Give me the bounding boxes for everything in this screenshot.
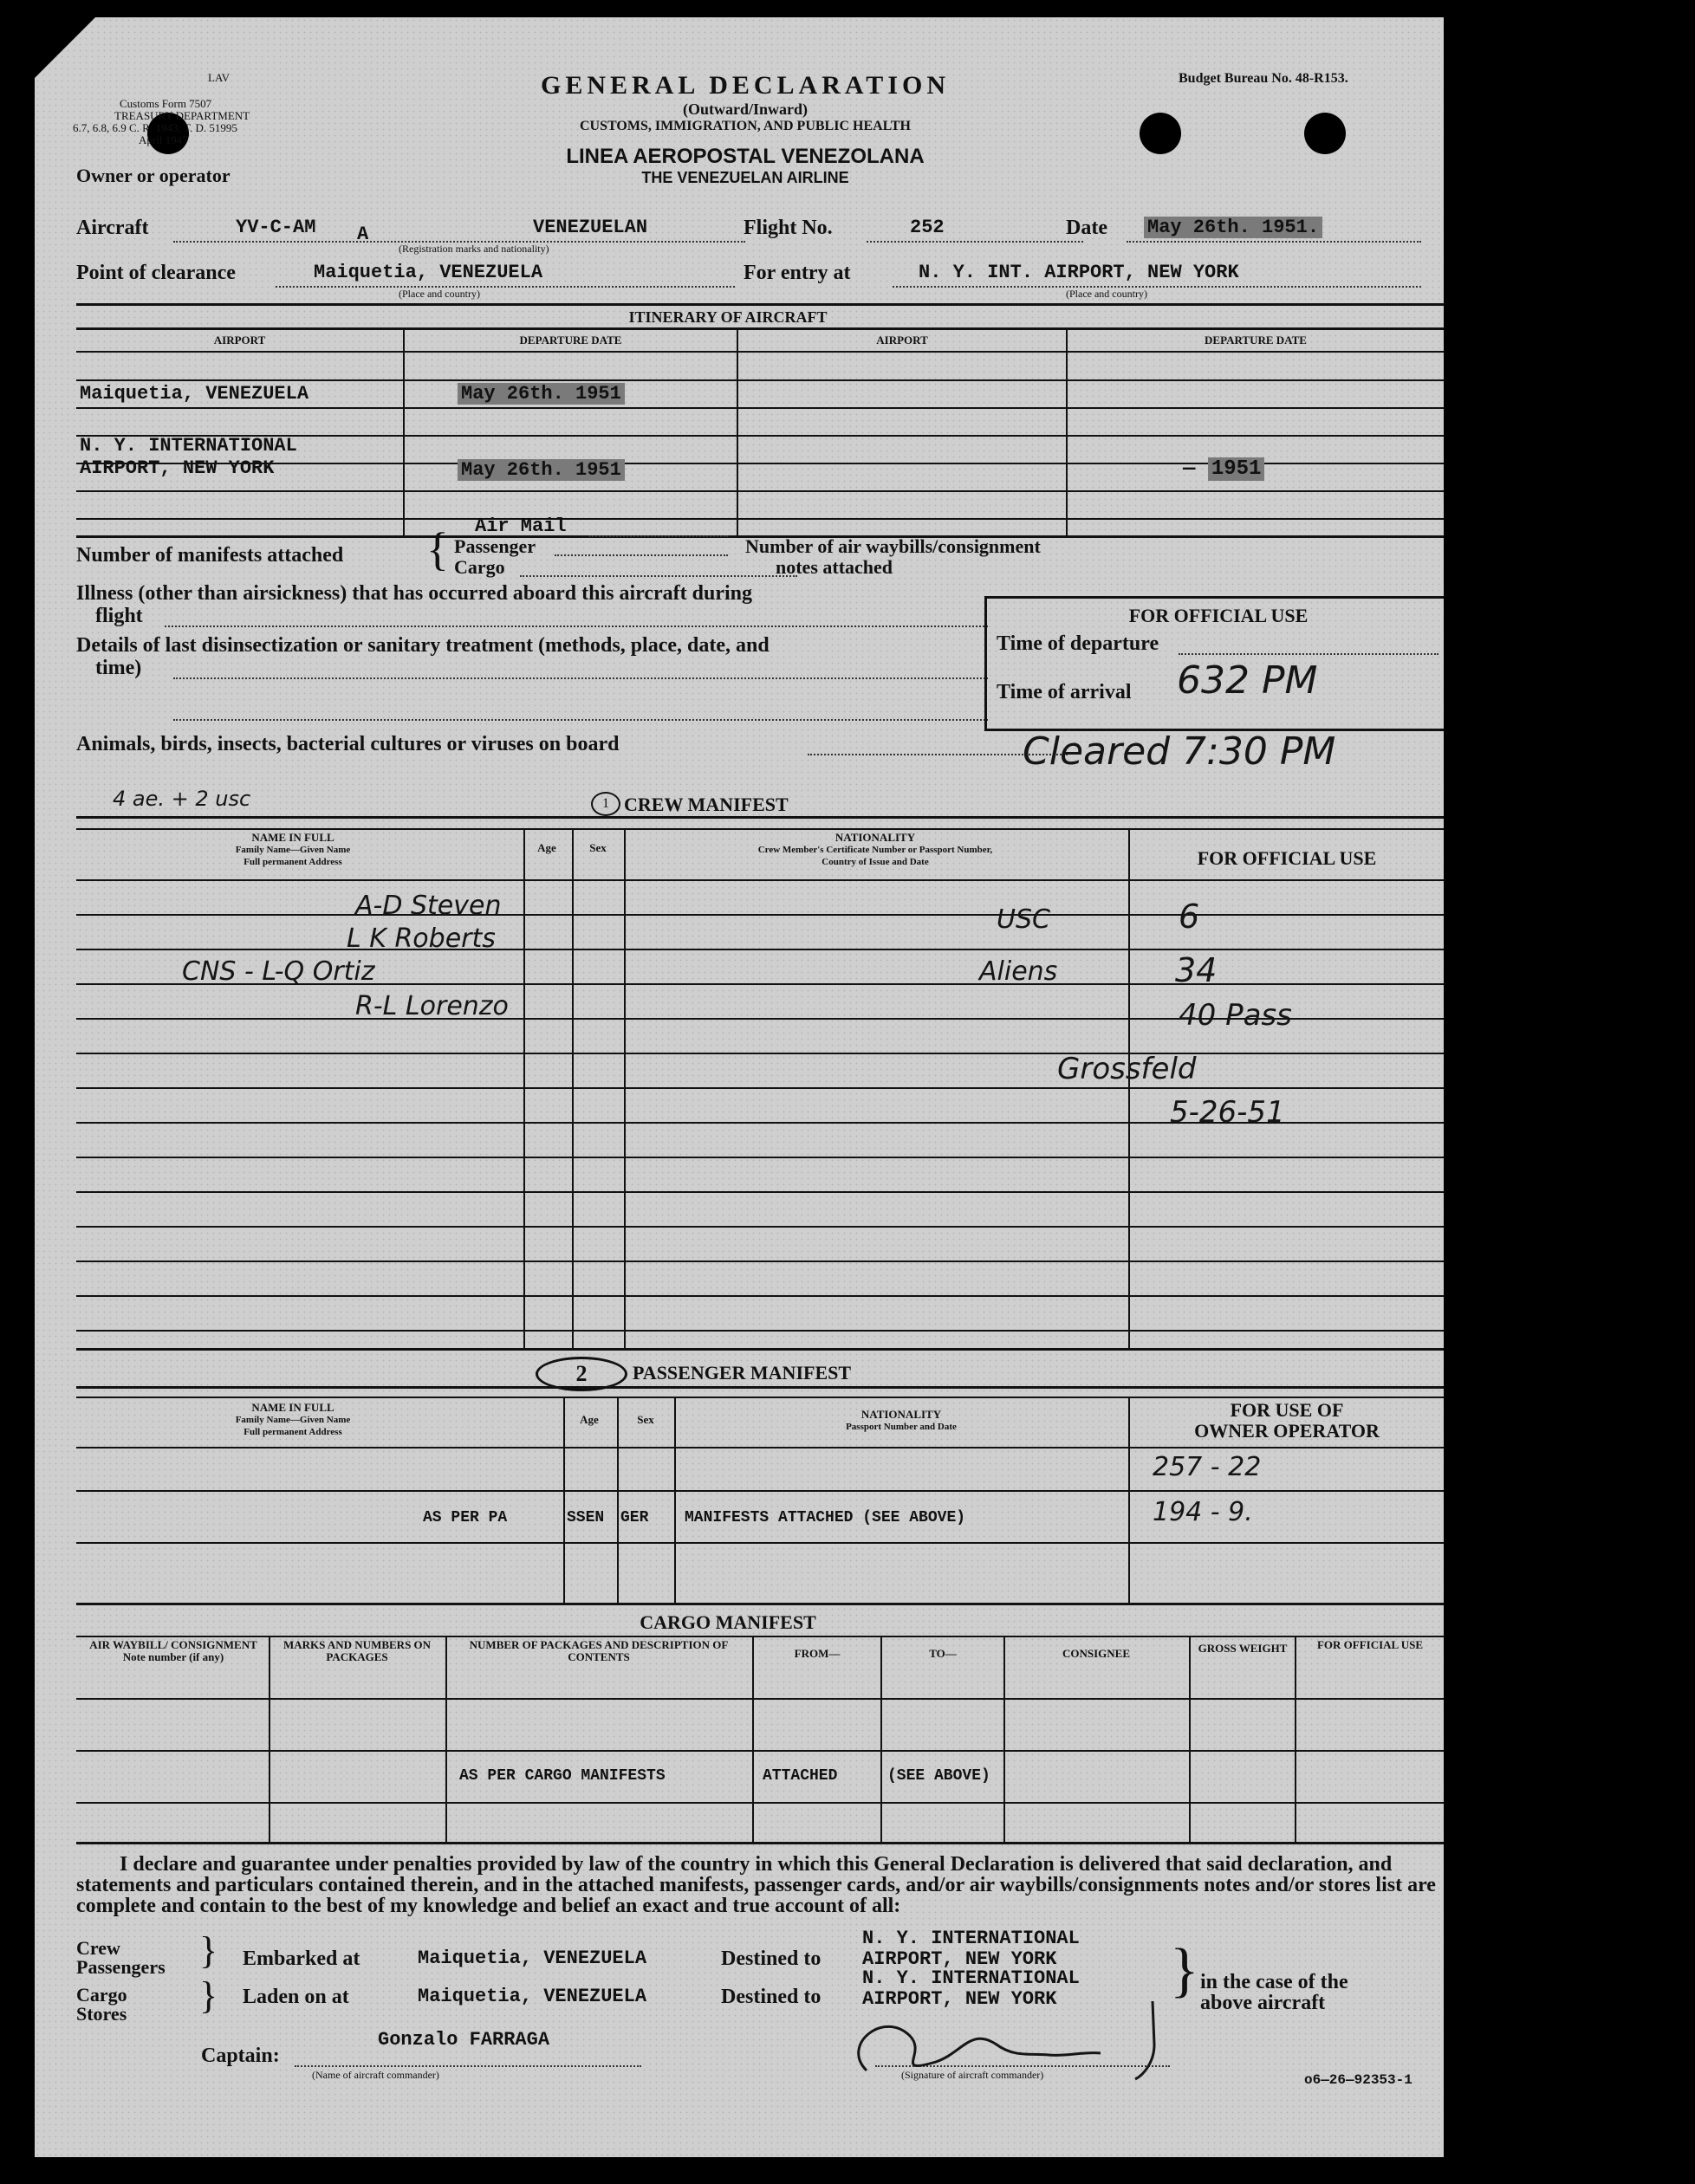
cargo-col-weight: GROSS WEIGHT	[1198, 1642, 1288, 1655]
crew-count-hand: 4 ae. + 2 usc	[113, 787, 251, 811]
cargo-col-packages: NUMBER OF PACKAGES AND DESCRIPTION OF CONTENTS	[469, 1638, 729, 1663]
brace: {	[426, 523, 449, 575]
folded-corner	[35, 17, 95, 78]
crew-hand-official-4: Grossfeld	[1057, 1052, 1197, 1086]
laden-value: Maiquetia, VENEZUELA	[418, 1986, 647, 2007]
passenger-hand-owner-2: 194 - 9.	[1153, 1497, 1253, 1527]
cleared-time-hand: Cleared 7:30 PM	[1023, 729, 1336, 774]
itinerary-hand-date: — 1951	[1183, 457, 1264, 481]
passenger-hand-owner-1: 257 - 22	[1153, 1452, 1262, 1482]
destined-label: Destined to	[721, 1947, 822, 1970]
entry-value: N. Y. INT. AIRPORT, NEW YORK	[919, 262, 1239, 283]
crew-col-nationality: NATIONALITY Crew Member's Certificate Number or Passport Number, Country of Issue and Date	[757, 831, 993, 867]
entry-label: For entry at	[744, 262, 851, 284]
captain-caption: (Name of aircraft commander)	[312, 2069, 439, 2081]
cargo-col-from: FROM—	[794, 1647, 841, 1660]
cargo-see-above: (SEE ABOVE)	[887, 1767, 990, 1785]
registration-caption: (Registration marks and nationality)	[399, 243, 549, 255]
place-caption-2: (Place and country)	[1066, 288, 1147, 300]
passenger-ger: GER	[620, 1509, 649, 1526]
crew-hand-official-5: 5-26-51	[1170, 1095, 1285, 1130]
laden-label: Laden on at	[243, 1986, 349, 2008]
clearance-value: Maiquetia, VENEZUELA	[314, 262, 543, 283]
col-airport: AIRPORT	[213, 334, 266, 347]
punch-hole	[1304, 113, 1346, 154]
regulation-ref: 6.7, 6.8, 6.9 C. R. 1943; T. D. 51995	[73, 121, 237, 134]
cargo-col-to: TO—	[929, 1647, 957, 1660]
crew-hand-nat-1: USC	[997, 904, 1050, 935]
passenger-col-age: Age	[580, 1413, 599, 1426]
lav-code: LAV	[208, 71, 231, 84]
destined-label-2: Destined to	[721, 1986, 822, 2008]
cargo-as-per: AS PER CARGO MANIFESTS	[459, 1767, 666, 1785]
cargo-col-official: FOR OFFICIAL USE	[1316, 1638, 1424, 1651]
itinerary-airport-1: Maiquetia, VENEZUELA	[80, 383, 309, 405]
punch-hole	[1140, 113, 1181, 154]
budget-bureau: Budget Bureau No. 48-R153.	[1179, 71, 1348, 86]
itinerary-airport-2b: AIRPORT, NEW YORK	[80, 457, 275, 479]
form-title: GENERAL DECLARATION	[540, 71, 950, 100]
signature-caption: (Signature of aircraft commander)	[901, 2069, 1044, 2081]
case-label: in the case of the above aircraft	[1200, 1971, 1348, 2014]
flight-no-value: 252	[910, 217, 945, 238]
destined-value: N. Y. INTERNATIONAL AIRPORT, NEW YORK	[862, 1928, 1080, 1970]
official-title: FOR OFFICIAL USE	[1128, 605, 1309, 626]
brace: }	[199, 1974, 218, 2017]
passenger-col-name: NAME IN FULL Family Name—Given Name Full permanent Address	[235, 1401, 351, 1437]
illness-label: Illness (other than airsickness) that has occurred aboard this aircraft during	[76, 582, 753, 605]
disinsect-label-2: time)	[95, 657, 142, 679]
airline-name-es: LINEA AEROPOSTAL VENEZOLANA	[566, 145, 925, 168]
notes-label: notes attached	[776, 556, 893, 578]
arrival-time-hand: 632 PM	[1177, 658, 1318, 703]
itinerary-airport-2: N. Y. INTERNATIONAL	[80, 435, 297, 457]
itinerary-title: ITINERARY OF AIRCRAFT	[628, 308, 828, 326]
itinerary-date-1: May 26th. 1951	[458, 383, 625, 405]
col-departure-date-2: DEPARTURE DATE	[1205, 334, 1307, 347]
aircraft-value: YV-C-AM	[236, 217, 316, 238]
owner-label: Owner or operator	[76, 165, 231, 186]
crew-hand-name-4: R-L Lorenzo	[355, 991, 509, 1021]
embarked-value: Maiquetia, VENEZUELA	[418, 1947, 647, 1969]
cargo-col-waybill: AIR WAYBILL/ CONSIGNMENT Note number (if any)	[89, 1638, 257, 1663]
brace: }	[1170, 1937, 1199, 2004]
col-airport-2: AIRPORT	[876, 334, 928, 347]
aircraft-label: Aircraft	[76, 217, 149, 239]
crew-hand-name-3: CNS - L-Q Ortiz	[182, 956, 375, 987]
place-caption: (Place and country)	[399, 288, 480, 300]
crew-hand-nat-2: Aliens	[979, 956, 1058, 987]
brace: }	[199, 1929, 218, 1972]
waybills-label: Number of air waybills/consignment	[745, 535, 1041, 557]
disinsect-label: Details of last disinsectization or sanitary treatment (methods, place, date, and	[76, 634, 770, 657]
crew-hand-official-3: 40 Pass	[1179, 998, 1292, 1033]
crew-hand-official-2: 34	[1175, 951, 1218, 989]
april-date: April 1947	[139, 133, 188, 146]
date-value: May 26th. 1951.	[1144, 217, 1322, 238]
declaration-text: I declare and guarantee under penalties provided by law of the country in which this General Declaration is delivered that said declaration, and statements and particulars contained therein, and in the attached manifests, passenger cards, and/or air waybills/consignments notes and/or stores list are complete and contain to the best of my knowledge and belief an exact and true account of all:	[76, 1853, 1436, 1917]
arrival-time-label: Time of arrival	[997, 681, 1132, 703]
passenger-manifest-title: PASSENGER MANIFEST	[633, 1362, 852, 1384]
col-departure-date: DEPARTURE DATE	[519, 334, 622, 347]
nationality-value: VENEZUELAN	[533, 217, 648, 238]
manifests-attached: MANIFESTS ATTACHED (SEE ABOVE)	[685, 1509, 966, 1526]
air-mail-label: Air Mail	[475, 515, 567, 537]
treasury: TREASURY DEPARTMENT	[114, 109, 250, 122]
captain-value: Gonzalo FARRAGA	[378, 2029, 550, 2051]
crew-hand-name-1: A-D Steven	[355, 891, 502, 921]
crew-hand-name-2: L K Roberts	[347, 924, 496, 954]
clearance-label: Point of clearance	[76, 262, 236, 284]
passenger-col-sex: Sex	[637, 1413, 654, 1426]
declaration-form	[35, 17, 1444, 2157]
animals-label: Animals, birds, insects, bacterial cultures or viruses on board	[76, 733, 620, 755]
crew-hand-official-1: 6	[1179, 898, 1200, 936]
aircraft-suffix: A	[357, 224, 369, 245]
flight-no-label: Flight No.	[744, 217, 833, 239]
date-label: Date	[1066, 217, 1107, 239]
form-subtitle-2: CUSTOMS, IMMIGRATION, AND PUBLIC HEALTH	[580, 119, 911, 133]
form-subtitle: (Outward/Inward)	[682, 100, 808, 118]
cargo-col-consignee: CONSIGNEE	[1062, 1647, 1131, 1660]
manifests-label: Number of manifests attached	[76, 544, 344, 567]
embarked-label: Embarked at	[243, 1947, 360, 1970]
cargo-manifest-title: CARGO MANIFEST	[640, 1611, 816, 1633]
captain-label: Captain:	[201, 2045, 280, 2067]
passenger-col-owner: FOR USE OF OWNER OPERATOR	[1194, 1399, 1380, 1442]
departure-time-label: Time of departure	[997, 632, 1159, 655]
crew-col-official: FOR OFFICIAL USE	[1197, 847, 1377, 869]
crew-col-sex: Sex	[589, 841, 607, 854]
illness-label-2: flight	[95, 605, 143, 627]
passenger-label: Passenger	[454, 535, 536, 557]
crew-number-circle: 1	[591, 792, 620, 816]
crew-col-age: Age	[537, 841, 556, 854]
crew-manifest-title: CREW MANIFEST	[624, 794, 789, 815]
as-per-passenger: AS PER PA	[423, 1509, 508, 1526]
customs-form: Customs Form 7507	[120, 97, 212, 110]
cargo-label: Cargo	[454, 556, 505, 578]
passenger-col-nationality: NATIONALITY Passport Number and Date	[846, 1408, 957, 1432]
cargo-col-marks: MARKS AND NUMBERS ON PACKAGES	[282, 1638, 432, 1663]
cargo-attached: ATTACHED	[763, 1767, 838, 1785]
crew-col-name: NAME IN FULL Family Name—Given Name Full permanent Address	[235, 831, 351, 867]
passenger-sseng: SSEN	[567, 1509, 605, 1526]
captain-signature	[832, 1993, 1213, 2088]
airline-name-en: THE VENEZUELAN AIRLINE	[641, 169, 849, 186]
cargo-stores-label: Cargo Stores	[76, 1984, 127, 2025]
passenger-number-circle: 2	[536, 1357, 627, 1391]
itinerary-date-2: May 26th. 1951	[458, 459, 625, 481]
crew-passengers-label: Crew Passengers	[76, 1937, 166, 1978]
form-number: o6—26—92353-1	[1304, 2072, 1412, 2088]
destined-value-2: N. Y. INTERNATIONAL AIRPORT, NEW YORK	[862, 1967, 1080, 2010]
